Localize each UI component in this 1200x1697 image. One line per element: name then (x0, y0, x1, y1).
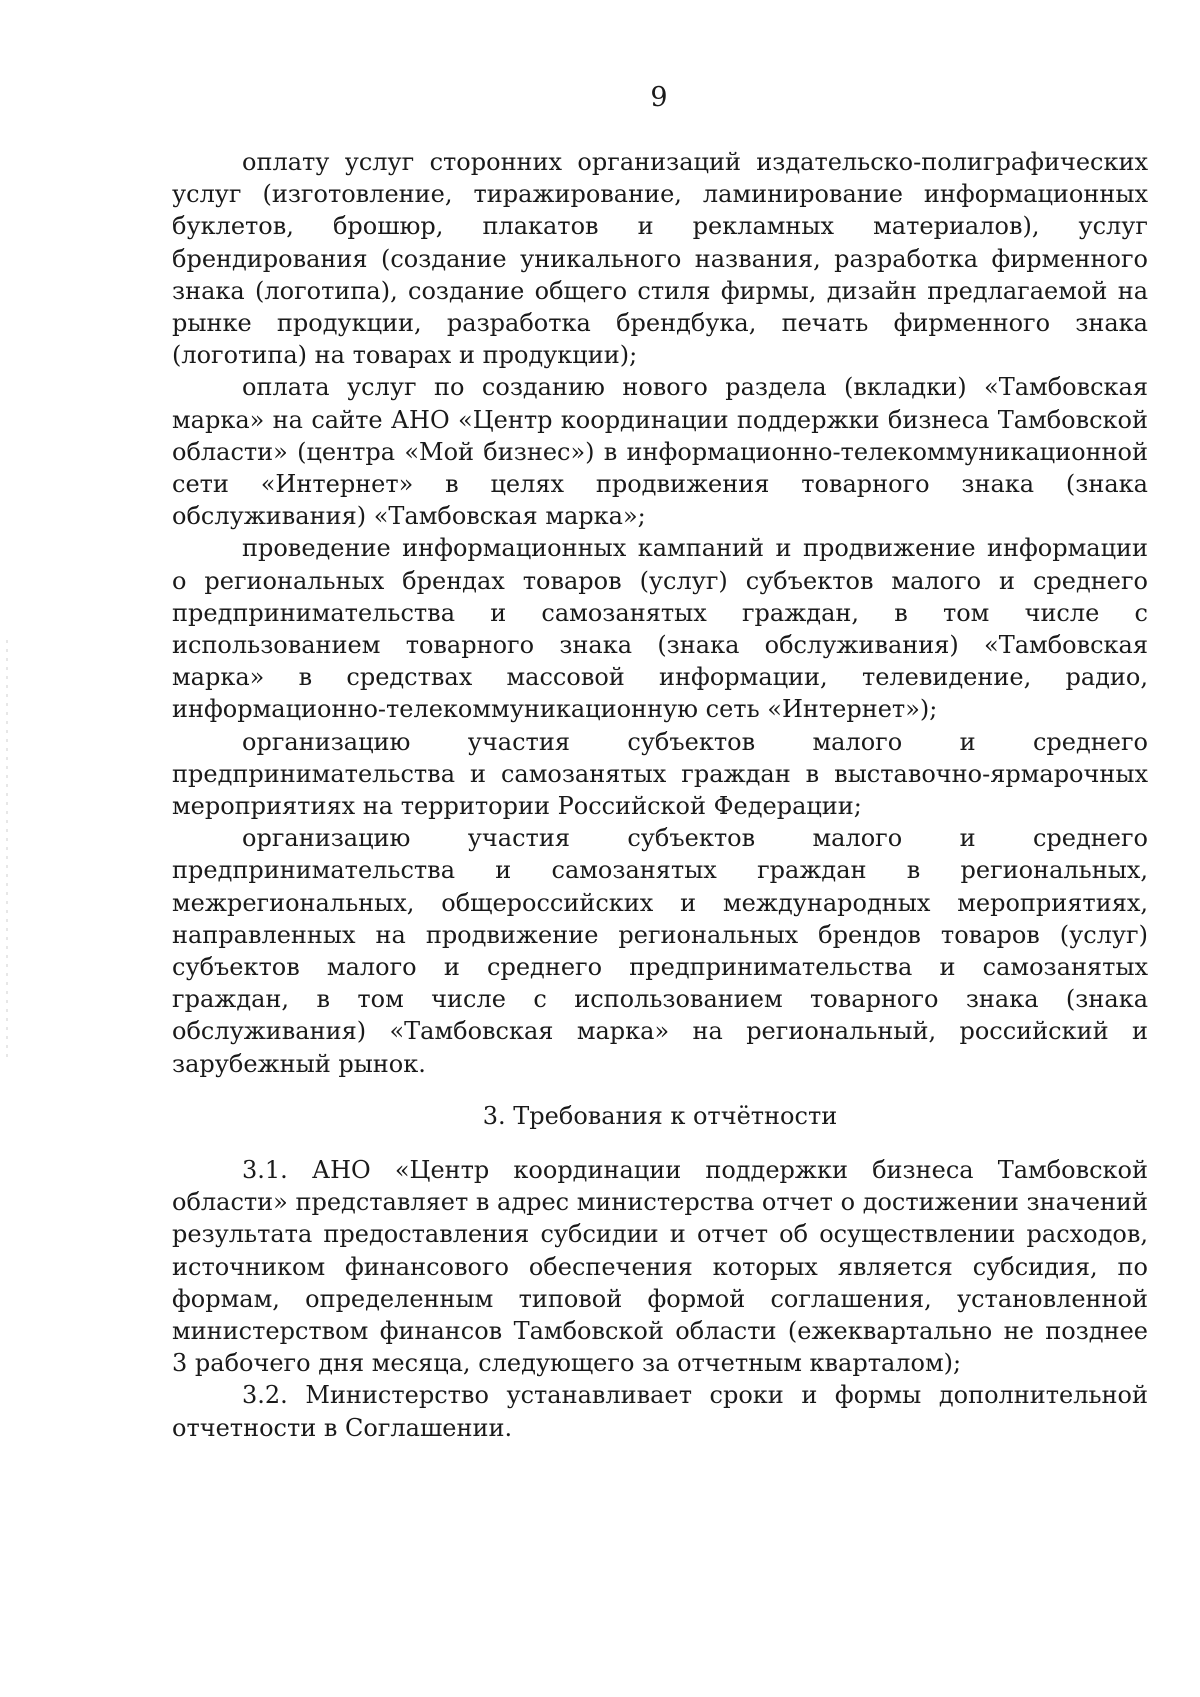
paragraph-printing-services: оплату услуг сторонних организаций издательско-полиграфических услуг (изготовление, тиражирование, ламинирование информационных буклетов, брошюр, плакатов и рекламных материалов), услуг брендирования (создание уникального названия, разработка фирменного знака (логотипа), создание общего стиля фирмы, дизайн предлагаемой на рынке продукции, разработка брендбука, печать фирменного знака (логотипа) на товарах и продукции); (172, 148, 1148, 370)
paragraph-3-1: 3.1. АНО «Центр координации поддержки бизнеса Тамбовской области» представляет в адрес министерства отчет о достижении значений результата предоставления субсидии и отчет об осуществлении расходов, источником финансового обеспечения которых является субсидия, по формам, определенным типовой формой соглашения, установленной министерством финансов Тамбовской области (ежеквартально не позднее 3 рабочего дня месяца, следующего за отчетным кварталом); (172, 1155, 1148, 1378)
paragraph-events-participation: организацию участия субъектов малого и среднего предпринимательства и самозанятых граждан в региональных, межрегиональных, общероссийских и международных мероприятиях, направленных на продвижение региональных брендов товаров (услуг) субъектов малого и среднего предпринимательства и самозанятых граждан, в том числе с использованием товарного знака (знака обслуживания) «Тамбовская марка» на региональный, российский и зарубежный рынок. (172, 824, 1148, 1078)
paragraph-3-2: 3.2. Министерство устанавливает сроки и формы дополнительной отчетности в Соглашении. (172, 1381, 1148, 1442)
paragraph-information-campaigns: проведение информационных кампаний и продвижение информации о региональных брендах товаров (услуг) субъектов малого и среднего предпринимательства и самозанятых граждан, в том числе с использованием товарного знака (знака обслуживания) «Тамбовская марка» в средствах массовой информации, телевидение, радио, информационно-телекоммуникационную сеть «Интернет»); (172, 534, 1148, 724)
section-heading: 3. Требования к отчётности (482, 1101, 838, 1130)
scan-edge-marks (6, 640, 8, 1060)
paragraph-website-section: оплата услуг по созданию нового раздела (вкладки) «Тамбовская марка» на сайте АНО «Центр координации поддержки бизнеса Тамбовской области» (центра «Мой бизнес») в информационно-телекоммуникационной сети «Интернет» в целях продвижения товарного знака (знака обслуживания) «Тамбовская марка»; (172, 373, 1148, 531)
document-body (172, 146, 1148, 1444)
page-number: 9 (650, 82, 668, 113)
paragraph-exhibitions-participation: организацию участия субъектов малого и среднего предпринимательства и самозанятых граждан в выставочно-ярмарочных мероприятиях на территории Российской Федерации; (172, 727, 1148, 821)
